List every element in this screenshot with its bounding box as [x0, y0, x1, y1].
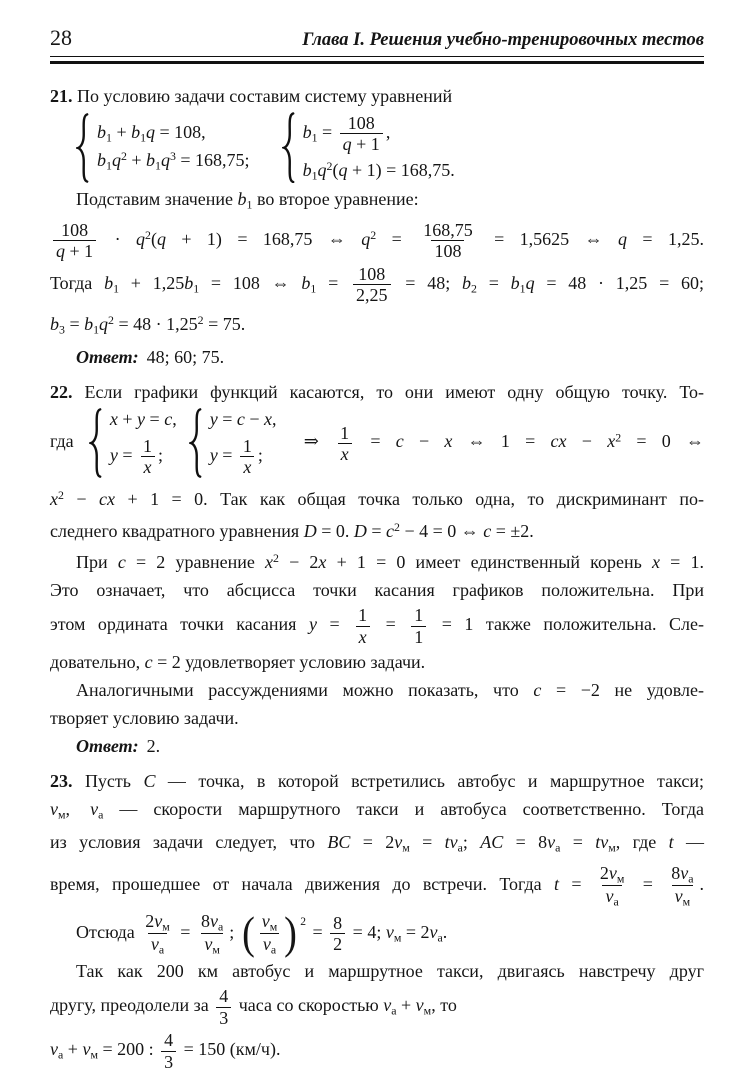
fraction: $\frac{8}{2}$: [330, 914, 345, 954]
chapter-title: Глава I. Решения учебно-тренировочных тестов: [302, 30, 704, 50]
text-line: Аналогичными рассуждениями можно показать, что c = −2 не удовле-: [76, 680, 704, 701]
text-line: [50, 110, 704, 185]
problem-21: [50, 82, 704, 371]
parenthesized-expression: ( $\frac{vм}{vа}$ ) 2: [241, 908, 307, 959]
header-rule: [50, 56, 704, 64]
brace-icon: [89, 408, 103, 478]
fraction: $\frac{108}{q + 1}$: [340, 114, 383, 154]
answer-line: Ответ: 2.: [76, 736, 161, 757]
fraction: $\frac{2vм}{vа}$: [599, 862, 625, 909]
answer-line: Ответ: 48; 60; 75.: [76, 347, 225, 368]
text-line: гда x + y = c, y = $\frac{1}{x}$ ; y = c − x, y = $\frac{1}{x}$ ; ⇒ $\frac{1}{x}$ = c − x ⇔ 1 = cx − $x^2 = 0$ ⇔: [50, 409, 705, 478]
page-header: [50, 26, 704, 52]
equation-system: x + y = c, y = $\frac{1}{x}$ ;: [89, 408, 177, 478]
equation-system: b1 = $\frac{108}{q + 1}$ , $b1q^2(q + 1) = 168,75$.: [282, 112, 455, 183]
text-line: vм, vа — скорости маршрутного такси и автобуса соответственно. Тогда: [50, 799, 705, 822]
text-line: $b3 = b1q^2 = 48 \cdot 1,25^2 = 75$.: [50, 313, 246, 337]
text-line: из условия задачи следует, что BC = 2vм = tvа; AC = 8vа = tvм, где t —: [50, 832, 704, 855]
open-paren-icon: (: [241, 908, 255, 959]
fraction: $\frac{108}{q + 1}$: [53, 221, 96, 261]
fraction: $\frac{1}{x}$: [355, 606, 370, 646]
text-line: Отсюда $\frac{2vм}{vа}$ = $\frac{8vа}{vм}$ ; ( $\frac{vм}{vа}$ ) 2 = $\frac{8}{2}$ = 4; vм = 2vа.: [76, 908, 448, 959]
problem-23: [50, 767, 704, 1070]
text-line: При c = 2 уравнение $x^2 - 2x + 1 = 0$ имеет единственный корень x = 1.: [76, 551, 704, 573]
brace-icon: [76, 113, 90, 183]
text-line: другу, преодолели за $\frac{4}{3}$ часа со скоростью vа + vм, то: [50, 986, 457, 1028]
brace-icon: [189, 408, 203, 478]
text-line: $\frac{108}{q + 1}$ · $q^2(q + 1) = 168,75$ ⇔ $q^2$ = $\frac{168,75}{108}$ = 1,5625 ⇔ q = 1,25.: [50, 219, 704, 263]
text-line: $x^2$ − cx + 1 = 0. Так как общая точка только одна, то дискриминант по-: [50, 487, 704, 509]
equation-system: b1 + b1q = 108, $b1q^2 + b1q^3 = 168,75$;: [76, 113, 250, 183]
fraction: $\frac{vм}{vа}$: [261, 910, 278, 957]
text-line: 22. Если графики функций касаются, то они имеют одну общую точку. То-: [50, 382, 705, 403]
page-number: 28: [50, 25, 72, 50]
fraction: $\frac{2vм}{vа}$: [145, 910, 170, 957]
fraction: $\frac{8vа}{vм}$: [200, 910, 224, 957]
brace-icon: [282, 112, 296, 183]
text-line: Это означает, что абсцисса точки касания графиков положительна. При: [50, 580, 704, 601]
fraction: $\frac{108}{2,25}$: [353, 265, 391, 305]
fraction: $\frac{1}{x}$: [240, 437, 255, 477]
text-line: довательно, c = 2 удовлетворяет условию задачи.: [50, 652, 426, 673]
fraction: $\frac{1}{1}$: [411, 606, 426, 646]
page-body: [50, 82, 704, 1070]
text-line: время, прошедшее от начала движения до встречи. Тогда t = $\frac{2vм}{vа}$ = $\frac{8vа}{vм}$ .: [50, 862, 704, 909]
text-line: 23. Пусть C — точка, в которой встретились автобус и маршрутное такси;: [50, 771, 704, 792]
equation-system: y = c − x, y = $\frac{1}{x}$ ;: [189, 408, 277, 478]
close-paren-icon: ): [284, 908, 298, 959]
fraction: $\frac{8vа}{vм}$: [671, 862, 694, 909]
text-line: vа + vм = 200 : $\frac{4}{3}$ = 150 (км/ч).: [50, 1030, 281, 1070]
text-line: Так как 200 км автобус и маршрутное такси, двигаясь навстречу друг: [76, 961, 704, 982]
text-line: этом ордината точки касания y = $\frac{1}{x}$ = $\frac{1}{1}$ = 1 также положительна. Сле-: [50, 605, 704, 647]
text-line: Тогда b1 + 1,25b1 = 108 ⇔ b1 = $\frac{108}{2,25}$ = 48; b2 = b1q = 48 · 1,25 = 60;: [50, 263, 705, 305]
fraction: $\frac{4}{3}$: [161, 1031, 176, 1070]
fraction: $\frac{4}{3}$: [216, 987, 231, 1027]
text-line: Подставим значение b1 во второе уравнение:: [76, 189, 419, 212]
fraction: $\frac{1}{x}$: [337, 424, 352, 464]
text-line: творяет условию задачи.: [50, 708, 239, 729]
text-line: следнего квадратного уравнения D = 0. $D = c^2 - 4 = 0$ ⇔ c = ±2.: [50, 519, 534, 541]
problem-22: [50, 378, 704, 760]
text-line: 21. По условию задачи составим систему уравнений: [50, 86, 453, 106]
fraction: $\frac{168,75}{108}$: [423, 219, 473, 262]
fraction: $\frac{1}{x}$: [140, 437, 155, 477]
